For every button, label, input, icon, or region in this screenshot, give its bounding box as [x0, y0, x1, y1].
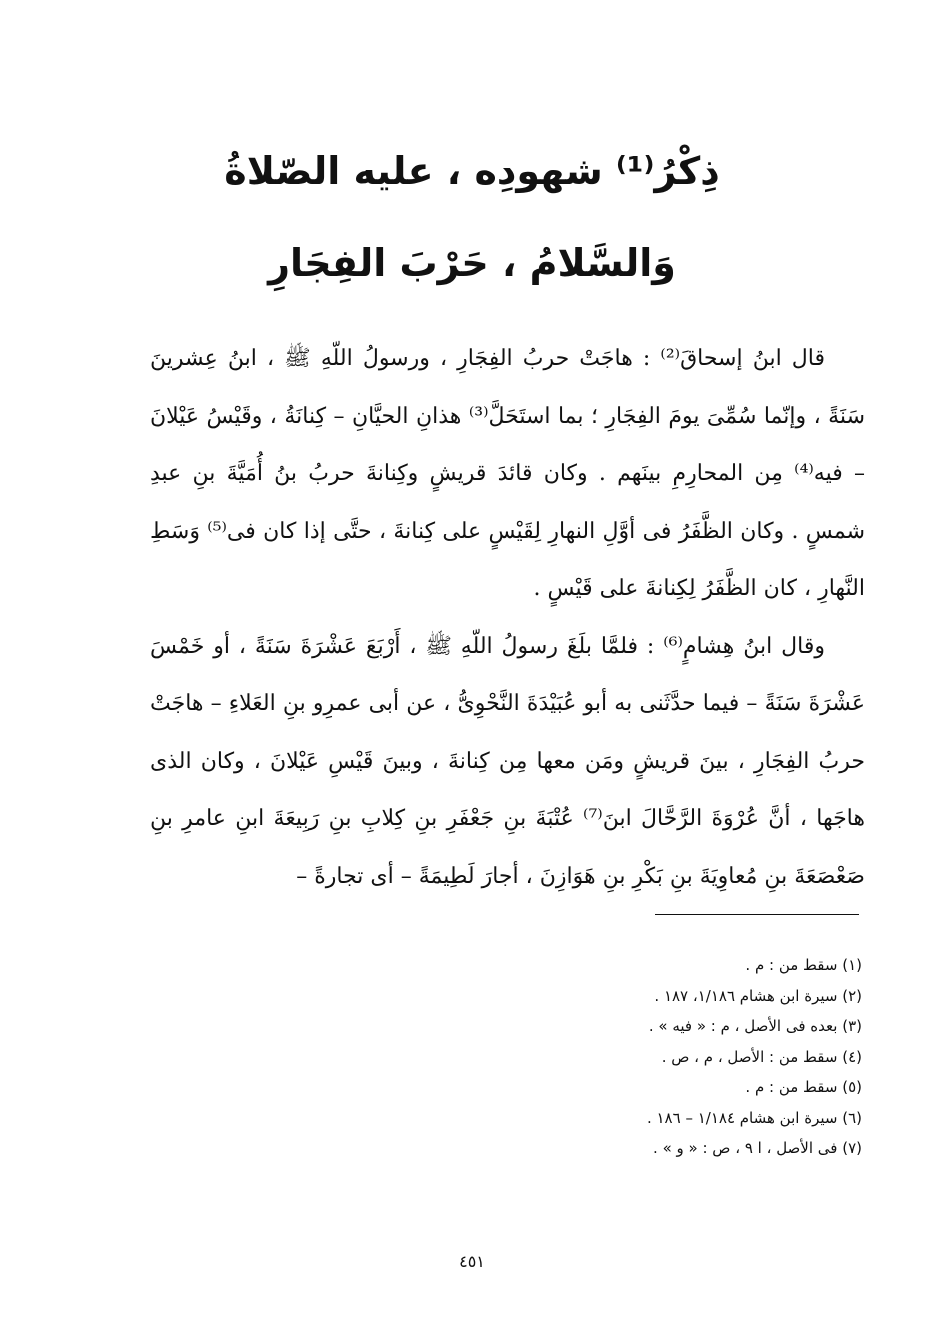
footnote-4: (٤) سقط من : الأصل ، م ، ص .	[661, 1047, 862, 1066]
chapter-title-line-2: وَالسَّلامُ ، حَرْبَ الفِجَارِ	[268, 241, 676, 285]
chapter-title-line-1: ذِكْرُ⁽¹⁾ شهودِه ، عليه الصّلاةُ	[224, 149, 720, 193]
footnote-3: (٣) بعده فى الأصل ، م : « فيه » .	[648, 1017, 862, 1035]
paragraph-ibn-ishaq: قال ابنُ إسحاقَ⁽²⁾ : هاجَتْ حربُ الفِجَارِ ، ورسولُ اللّهِ ﷺ ، ابنُ عِشرينَ سَنَةً ، وإنّما سُمِّىَ يومَ الفِجَارِ ؛ بما استَحَلَّ⁽³⁾ هذانِ الحيَّانِ – كِنانَةُ ، وقَيْسُ عَيْلانَ – فيه⁽⁴⁾ مِن المحارِمِ بينَهم . وكان قائدَ قريشٍ وكِنانةَ حربُ بنُ أُمَيَّةَ بنِ عبدِ شمسٍ . وكان الظَّفَرُ فى أوَّلِ النهارِ لِقَيْسٍ على كِنانةَ ، حتَّى إذا كان فى⁽⁵⁾ وَسَطِ النَّهارِ ، كان الظَّفَرُ لِكِنانةَ على قَيْسٍ .	[150, 346, 866, 601]
footnotes	[262, 950, 862, 1164]
footnote-divider	[655, 914, 859, 915]
footnote-1: (١) سقط من : م .	[745, 956, 862, 974]
page-number: ٤٥١	[459, 1252, 485, 1271]
footnote-5: (٥) سقط من : م .	[745, 1078, 862, 1096]
footnote-6: (٦) سيرة ابن هشام ١/١٨٤ – ١٨٦ .	[646, 1108, 862, 1127]
paragraph-ibn-hisham: وقال ابنُ هِشامٍ⁽⁶⁾ : فلمَّا بلَغَ رسولُ اللّهِ ﷺ ، أَرْبَعَ عَشْرَةَ سَنَةً ، أو خَمْسَ عَشْرَةَ سَنَةً – فيما حدَّثَنى به أبو عُبَيْدَةَ النَّحْوِىُّ ، عن أبى عمرِو بنِ العَلاءِ – هاجَتْ حربُ الفِجَارِ ، بينَ قريشٍ ومَن معها مِن كِنانةَ ، وبينَ قَيْسِ عَيْلانَ ، وكان الذى هاجَها ، أنَّ عُرْوَةَ الرَّحَّالَ ابنَ⁽⁷⁾ عُتْبَةَ بنِ جَعْفَرِ بنِ كِلابِ بنِ رَبِيعَةَ ابنِ عامرِ بنِ صَعْصَعَةَ بنِ مُعاوِيَةَ بنِ بَكْرِ بنِ هَوَازِنَ ، أجارَ لَطِيمَةً – أى تجارةً –	[150, 633, 865, 889]
body-text	[150, 330, 865, 905]
footnote-7: (٧) فى الأصل ، ا ٩ ، ص : « و » .	[653, 1139, 862, 1157]
footnote-2: (٢) سيرة ابن هشام ١/١٨٦، ١٨٧ .	[654, 986, 862, 1005]
